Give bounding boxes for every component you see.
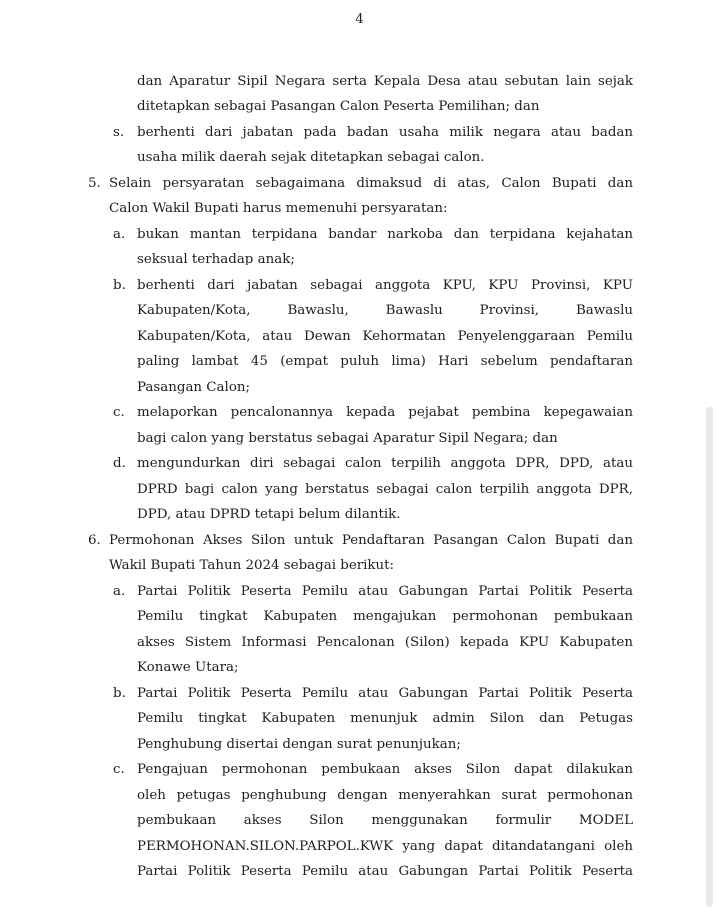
text-line: PERMOHONAN.SILON.PARPOL.KWK yang dapat ditandatangani oleh [137,838,633,854]
text-line: bagi calon yang berstatus sebagai Aparatur Sipil Negara; dan [137,430,558,446]
paragraph-text [109,528,633,579]
text-line: DPD, atau DPRD tetapi belum dilantik. [137,507,401,522]
text-line: mengundurkan diri sebagai calon terpilih anggota DPR, DPD, atau [137,456,633,471]
paragraph-text [137,451,633,528]
text-line: Partai Politik Peserta Pemilu atau Gabungan Partai Politik Peserta [137,583,633,599]
text-line: berhenti dari jabatan pada badan usaha milik negara atau badan [137,124,633,140]
list-marker: b. [113,685,126,701]
text-line: paling lambat 45 (empat puluh lima) Hari sebelum pendaftaran [137,354,633,369]
text-line: Konawe Utara; [137,660,239,675]
paragraph-text [137,757,633,885]
list-marker: 6. [88,532,101,548]
list-marker: b. [113,277,126,293]
text-line: usaha milik daerah sejak ditetapkan sebagai calon. [137,150,485,165]
text-line: DPRD bagi calon yang berstatus sebagai calon terpilih anggota DPR, [137,481,633,497]
text-line: Permohonan Akses Silon untuk Pendaftaran Pasangan Calon Bupati dan [109,532,633,548]
paragraph-text [137,120,633,171]
text-line: Calon Wakil Bupati harus memenuhi persyaratan: [109,201,448,216]
paragraph-text [137,273,633,401]
item-5a [88,222,633,273]
item-6a [88,579,633,681]
item-s [88,120,633,171]
text-line: Kabupaten/Kota, atau Dewan Kehormatan Penyelenggaraan Pemilu [137,328,633,344]
text-line: ditetapkan sebagai Pasangan Calon Peserta Pemilihan; dan [137,99,540,114]
text-line: melaporkan pencalonannya kepada pejabat pembina kepegawaian [137,405,633,420]
document-page [0,7,719,895]
text-line: Pasangan Calon; [137,379,251,395]
text-line: akses Sistem Informasi Pencalonan (Silon) kepada KPU Kabupaten [137,634,633,650]
item-6 [88,528,633,579]
page-number: 4 [355,12,364,27]
text-line: Wakil Bupati Tahun 2024 sebagai berikut: [109,558,395,573]
text-line: seksual terhadap anak; [137,252,295,265]
list-marker: c. [113,762,125,777]
paragraph-text [137,222,633,273]
text-line: bukan mantan terpidana bandar narkoba dan terpidana kejahatan [137,226,633,242]
paragraph-text [137,400,633,451]
list-marker: d. [113,456,126,471]
text-line: Selain persyaratan sebagaimana dimaksud di atas, Calon Bupati dan [109,175,633,191]
item-5c [88,400,633,451]
item-5b [88,273,633,401]
list-marker: s. [113,124,125,140]
text-line: Kabupaten/Kota, Bawaslu, Bawaslu Provinsi, Bawaslu [137,303,633,318]
text-line: Partai Politik Peserta Pemilu atau Gabungan Partai Politik Peserta [137,685,633,701]
paragraph-text [109,171,633,222]
paragraph-text [137,69,633,120]
text-line: pembukaan akses Silon menggunakan formulir MODEL [137,813,633,828]
item-5 [88,171,633,222]
item-5d [88,451,633,528]
item-continuation [88,69,633,120]
paragraph-text [137,579,633,681]
document-body [88,69,633,885]
list-marker: a. [113,583,126,599]
text-line: Penghubung disertai dengan surat penunjukan; [137,736,461,752]
item-6c [88,757,633,885]
text-line: Pemilu tingkat Kabupaten menunjuk admin Silon dan Petugas [137,711,633,726]
text-line: berhenti dari jabatan sebagai anggota KPU, KPU Provinsi, KPU [137,277,633,293]
text-line: oleh petugas penghubung dengan menyerahkan surat permohonan [137,787,633,803]
paragraph-text [137,681,633,758]
text-line: dan Aparatur Sipil Negara serta Kepala Desa atau sebutan lain sejak [137,73,633,89]
text-line: Pengajuan permohonan pembukaan akses Silon dapat dilakukan [137,762,633,777]
text-line: Partai Politik Peserta Pemilu atau Gabungan Partai Politik Peserta [137,864,633,879]
list-marker: a. [113,226,126,242]
item-6b [88,681,633,758]
list-marker: 5. [88,175,101,191]
text-line: Pemilu tingkat Kabupaten mengajukan permohonan pembukaan [137,609,633,624]
scrollbar-thumb[interactable] [706,407,713,907]
list-marker: c. [113,405,125,420]
